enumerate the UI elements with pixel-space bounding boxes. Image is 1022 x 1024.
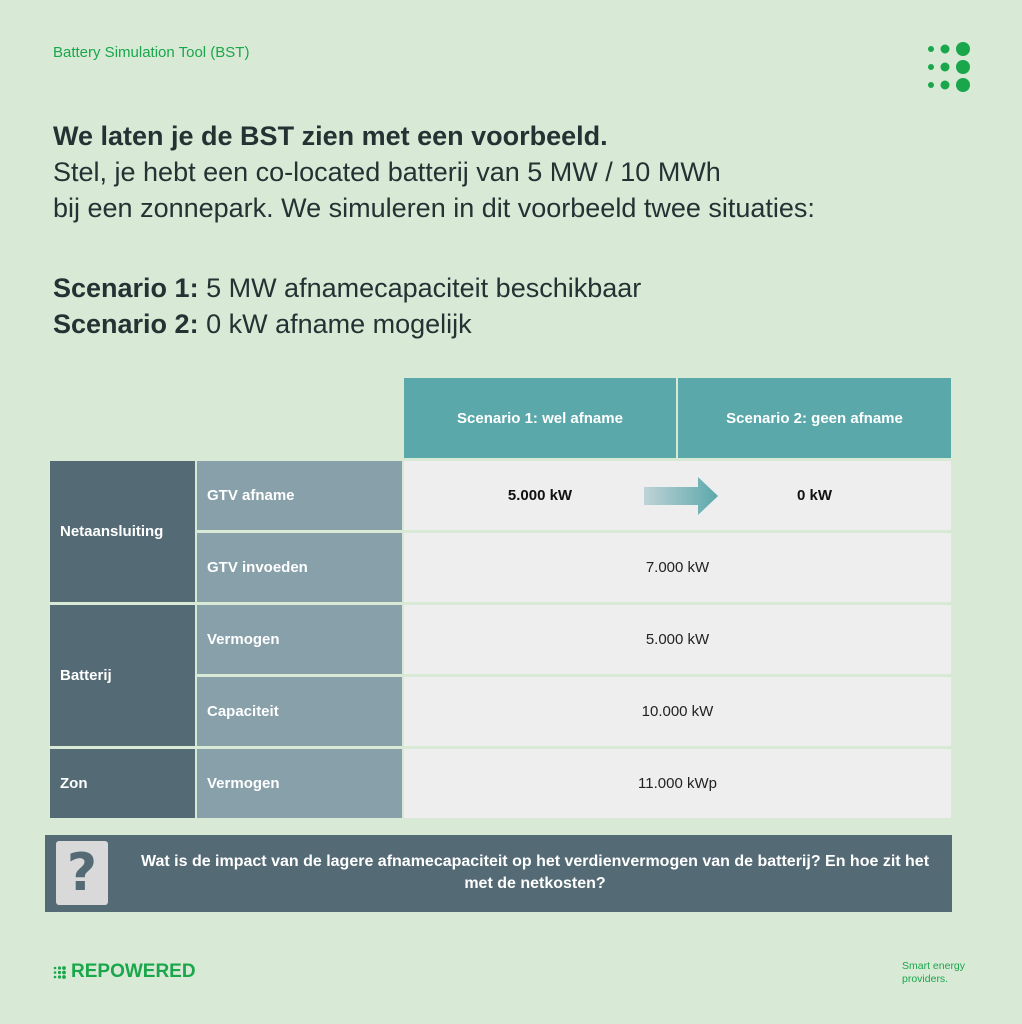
headline-line-3: bij een zonnepark. We simuleren in dit voorbeeld twee situaties: — [53, 193, 815, 223]
question-mark-icon: ? — [56, 841, 108, 905]
value-gtv-afname-scenario-1: 5.000 kW — [507, 487, 573, 504]
headline-title: We laten je de BST zien met een voorbeeld. — [53, 121, 608, 151]
scenario-list — [53, 270, 641, 342]
value-gtv-afname-scenario-2: 0 kW — [796, 487, 832, 504]
scenario-2 — [53, 306, 641, 342]
scenario-1-label: Scenario 1: — [53, 273, 199, 303]
headline-line-2: Stel, je hebt een co-located batterij van 5 MW / 10 MWh — [53, 157, 721, 187]
row-label-gtv-invoeden: GTV invoeden — [197, 533, 402, 602]
row-label-batterij-vermogen: Vermogen — [197, 605, 402, 674]
brand-dots-icon — [53, 966, 66, 979]
row-label-zon-vermogen: Vermogen — [197, 749, 402, 818]
brand-logo — [53, 961, 196, 983]
tool-name: Battery Simulation Tool (BST) — [53, 44, 250, 61]
row-gtv-afname-values — [404, 461, 951, 530]
tagline: Smart energy providers. — [902, 960, 966, 985]
column-header-scenario-1: Scenario 1: wel afname — [404, 378, 676, 458]
repowered-logo-icon — [926, 42, 972, 94]
scenario-2-text: 0 kW afname mogelijk — [198, 309, 472, 339]
brand-name: REPOWERED — [71, 961, 196, 982]
scenario-1 — [53, 270, 641, 306]
value-zon-vermogen: 11.000 kWp — [404, 749, 951, 818]
value-batterij-vermogen: 5.000 kW — [404, 605, 951, 674]
column-header-scenario-2: Scenario 2: geen afname — [678, 378, 951, 458]
value-capaciteit: 10.000 kW — [404, 677, 951, 746]
question-banner — [45, 835, 952, 912]
group-batterij: Batterij — [50, 605, 195, 746]
value-gtv-invoeden: 7.000 kW — [404, 533, 951, 602]
row-label-gtv-afname: GTV afname — [197, 461, 402, 530]
row-label-capaciteit: Capaciteit — [197, 677, 402, 746]
headline — [53, 118, 973, 226]
group-zon: Zon — [50, 749, 195, 818]
group-netaansluiting: Netaansluiting — [50, 461, 195, 602]
scenario-2-label: Scenario 2: — [53, 309, 199, 339]
question-text: Wat is de impact van de lagere afnamecapaciteit op het verdienvermogen van de batterij? En hoe zit het met de netkosten? — [140, 853, 930, 892]
scenario-1-text: 5 MW afnamecapaciteit beschikbaar — [198, 273, 642, 303]
